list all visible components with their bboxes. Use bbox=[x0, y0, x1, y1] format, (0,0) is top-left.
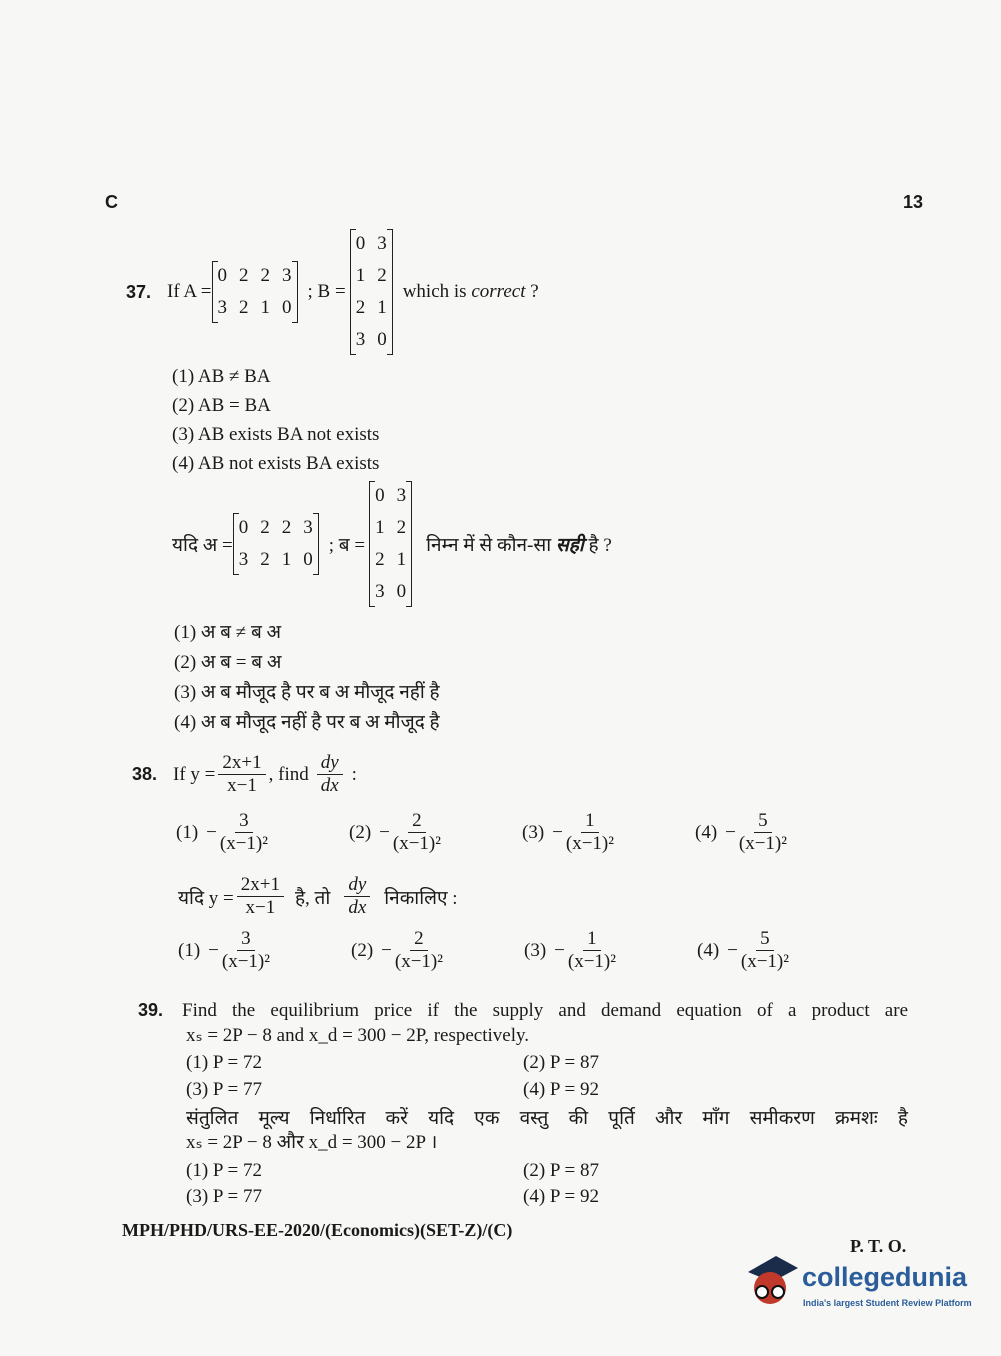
numerator: 5 bbox=[756, 928, 774, 951]
q39-hi-option-4: (4) P = 92 bbox=[523, 1186, 599, 1207]
matrix-cell: 2 bbox=[377, 265, 387, 286]
matrix-cell: 1 bbox=[396, 549, 407, 570]
q39-number bbox=[138, 1000, 163, 1022]
q37-if: If A = bbox=[167, 281, 212, 302]
matrix-cell: 1 bbox=[377, 297, 387, 318]
q38-option-2 bbox=[351, 928, 446, 973]
tail-text: which is bbox=[402, 281, 472, 302]
q37-option-2: (2) AB = BA bbox=[172, 395, 271, 416]
q39-hi-option-2: (2) P = 87 bbox=[523, 1160, 599, 1181]
hi-if: यदि y = bbox=[178, 887, 234, 909]
q37-tail bbox=[403, 281, 539, 303]
option-label: (1) bbox=[176, 821, 199, 843]
q37-b-label: ; B = bbox=[307, 281, 346, 302]
hi-tail bbox=[426, 531, 612, 557]
q38-option-1 bbox=[178, 928, 273, 973]
y-fraction bbox=[237, 874, 284, 919]
q38-statement bbox=[132, 752, 357, 797]
denominator: x−1 bbox=[245, 897, 276, 918]
option-fraction bbox=[739, 810, 787, 855]
q38-option-2 bbox=[349, 810, 444, 855]
numerator: 2x+1 bbox=[237, 874, 284, 897]
minus-sign: − bbox=[727, 939, 738, 961]
option-fraction bbox=[222, 928, 270, 973]
q39-hi-option-1: (1) P = 72 bbox=[186, 1160, 262, 1181]
numerator: 2 bbox=[410, 928, 428, 951]
matrix-b-hindi bbox=[369, 481, 412, 607]
denominator: (x−1)² bbox=[738, 833, 787, 854]
matrix-cell: 2 bbox=[260, 549, 270, 570]
denominator: (x−1)² bbox=[394, 951, 443, 972]
q37-hi-option-3: (3) अ ब मौजूद है पर ब अ मौजूद नहीं है bbox=[174, 682, 440, 703]
minus-sign: − bbox=[381, 939, 392, 961]
y-fraction bbox=[218, 752, 265, 797]
denominator: x−1 bbox=[227, 775, 257, 796]
q38-find: , find bbox=[268, 763, 309, 785]
matrix-cell: 3 bbox=[377, 233, 387, 254]
q39-option-2: (2) P = 87 bbox=[523, 1052, 599, 1073]
hi-if: यदि अ = bbox=[172, 535, 233, 556]
q38-option-3 bbox=[524, 928, 619, 973]
matrix-cell: 0 bbox=[303, 549, 313, 570]
q39-line2: xₛ = 2P − 8 and x_d = 300 − 2P, respectively. bbox=[186, 1025, 530, 1046]
minus-sign: − bbox=[725, 821, 736, 843]
q39-hi-option-3: (3) P = 77 bbox=[186, 1186, 262, 1207]
matrix-cell: 2 bbox=[281, 517, 292, 538]
q38-option-3 bbox=[522, 810, 617, 855]
hi-tail-emphasis: सही bbox=[555, 535, 584, 556]
q39-hi-line2: xₛ = 2P − 8 और x_d = 300 − 2P । bbox=[186, 1132, 438, 1153]
matrix-cell: 1 bbox=[355, 265, 366, 286]
q38-option-1 bbox=[176, 810, 271, 855]
hi-b-label: ; ब = bbox=[328, 535, 366, 556]
mascot-icon bbox=[742, 1252, 800, 1308]
matrix-a bbox=[212, 261, 298, 323]
q38-if: If y = bbox=[173, 763, 216, 785]
matrix-cell: 2 bbox=[239, 265, 249, 286]
minus-sign: − bbox=[379, 821, 390, 843]
q37-hi-option-2: (2) अ ब = ब अ bbox=[174, 652, 282, 673]
derivative bbox=[344, 874, 370, 919]
option-label: (4) bbox=[695, 821, 718, 843]
option-label: (3) bbox=[522, 821, 545, 843]
hi-end: निकालिए : bbox=[384, 887, 458, 909]
question-number: 38. bbox=[132, 764, 158, 784]
q39-line1: Find the equilibrium price if the supply and demand equation of a product are bbox=[182, 1000, 908, 1021]
denominator: (x−1)² bbox=[221, 951, 270, 972]
matrix-cell: 2 bbox=[239, 297, 249, 318]
option-label: (4) bbox=[697, 939, 720, 961]
dy: dy bbox=[344, 874, 370, 897]
numerator: 1 bbox=[581, 810, 599, 833]
question-number: 39. bbox=[138, 1000, 164, 1020]
option-label: (1) bbox=[178, 939, 201, 961]
matrix-cell: 1 bbox=[281, 549, 292, 570]
numerator: 2x+1 bbox=[218, 752, 265, 775]
numerator: 1 bbox=[583, 928, 601, 951]
numerator: 5 bbox=[754, 810, 772, 833]
hi-mid: है, तो bbox=[294, 887, 331, 909]
matrix-cell: 2 bbox=[260, 265, 271, 286]
q37-statement-hindi bbox=[172, 484, 612, 604]
option-label: (2) bbox=[349, 821, 372, 843]
q38-statement-hindi bbox=[178, 874, 458, 919]
question-number: 37. bbox=[126, 281, 152, 302]
matrix-cell: 1 bbox=[260, 297, 271, 318]
option-fraction bbox=[395, 928, 443, 973]
denominator: (x−1)² bbox=[740, 951, 789, 972]
option-fraction bbox=[568, 928, 616, 973]
matrix-cell: 0 bbox=[375, 485, 385, 506]
numerator: 3 bbox=[237, 928, 255, 951]
minus-sign: − bbox=[552, 821, 563, 843]
dy: dy bbox=[317, 752, 343, 775]
tail-emphasis: correct bbox=[471, 281, 526, 302]
q37-option-4: (4) AB not exists BA exists bbox=[172, 453, 380, 474]
matrix-cell: 2 bbox=[260, 517, 270, 538]
option-label: (3) bbox=[524, 939, 547, 961]
logo-tagline: India's largest Student Review Platform bbox=[803, 1298, 972, 1308]
matrix-cell: 2 bbox=[396, 517, 407, 538]
matrix-cell: 3 bbox=[282, 265, 292, 286]
q37-option-3: (3) AB exists BA not exists bbox=[172, 424, 380, 445]
dx: dx bbox=[320, 775, 339, 796]
pto: P. T. O. bbox=[850, 1236, 907, 1256]
q37-statement bbox=[126, 232, 539, 352]
q37-hi-option-4: (4) अ ब मौजूद नहीं है पर ब अ मौजूद है bbox=[174, 712, 440, 733]
denominator: (x−1)² bbox=[219, 833, 268, 854]
q38-option-4 bbox=[697, 928, 792, 973]
minus-sign: − bbox=[206, 821, 217, 843]
logo-name: collegedunia bbox=[802, 1262, 968, 1292]
hi-tail-end: है ? bbox=[583, 535, 612, 556]
numerator: 3 bbox=[235, 810, 253, 833]
option-fraction bbox=[566, 810, 614, 855]
matrix-cell: 3 bbox=[396, 485, 407, 506]
matrix-cell: 3 bbox=[303, 517, 313, 538]
matrix-cell: 0 bbox=[282, 297, 292, 318]
option-fraction bbox=[220, 810, 268, 855]
matrix-cell: 0 bbox=[377, 329, 387, 350]
q39-hi-line1: संतुलित मूल्य निर्धारित करें यदि एक वस्तु की पूर्ति और माँग समीकरण क्रमशः है bbox=[186, 1108, 908, 1129]
matrix-cell: 0 bbox=[217, 265, 228, 286]
hi-tail-text: निम्न में से कौन-सा bbox=[426, 535, 556, 556]
matrix-cell: 0 bbox=[355, 233, 366, 254]
option-label: (2) bbox=[351, 939, 374, 961]
q37-option-1: (1) AB ≠ BA bbox=[172, 366, 271, 387]
q39-option-4: (4) P = 92 bbox=[523, 1079, 599, 1100]
matrix-cell: 3 bbox=[238, 549, 249, 570]
paper-code: MPH/PHD/URS-EE-2020/(Economics)(SET-Z)/(C) bbox=[122, 1220, 513, 1240]
colon: : bbox=[351, 763, 357, 785]
matrix-cell: 2 bbox=[375, 549, 385, 570]
dx: dx bbox=[348, 897, 367, 918]
option-fraction bbox=[741, 928, 789, 973]
matrix-cell: 2 bbox=[355, 297, 366, 318]
page-number: 13 bbox=[903, 192, 924, 212]
denominator: (x−1)² bbox=[392, 833, 441, 854]
q39-option-3: (3) P = 77 bbox=[186, 1079, 262, 1100]
minus-sign: − bbox=[554, 939, 565, 961]
q37-hi-option-1: (1) अ ब ≠ ब अ bbox=[174, 622, 282, 643]
denominator: (x−1)² bbox=[565, 833, 614, 854]
matrix-cell: 3 bbox=[217, 297, 228, 318]
matrix-cell: 3 bbox=[355, 329, 366, 350]
matrix-cell: 1 bbox=[375, 517, 385, 538]
set-label: C bbox=[105, 192, 118, 212]
option-fraction bbox=[393, 810, 441, 855]
q39-option-1: (1) P = 72 bbox=[186, 1052, 262, 1073]
matrix-a-hindi bbox=[233, 513, 319, 575]
minus-sign: − bbox=[208, 939, 219, 961]
collegedunia-logo bbox=[742, 1252, 800, 1314]
matrix-cell: 3 bbox=[375, 581, 385, 602]
q38-option-4 bbox=[695, 810, 790, 855]
matrix-b bbox=[350, 229, 393, 355]
numerator: 2 bbox=[408, 810, 426, 833]
tail-end: ? bbox=[525, 281, 539, 302]
matrix-cell: 0 bbox=[238, 517, 249, 538]
matrix-cell: 0 bbox=[396, 581, 407, 602]
denominator: (x−1)² bbox=[567, 951, 616, 972]
derivative bbox=[317, 752, 343, 797]
